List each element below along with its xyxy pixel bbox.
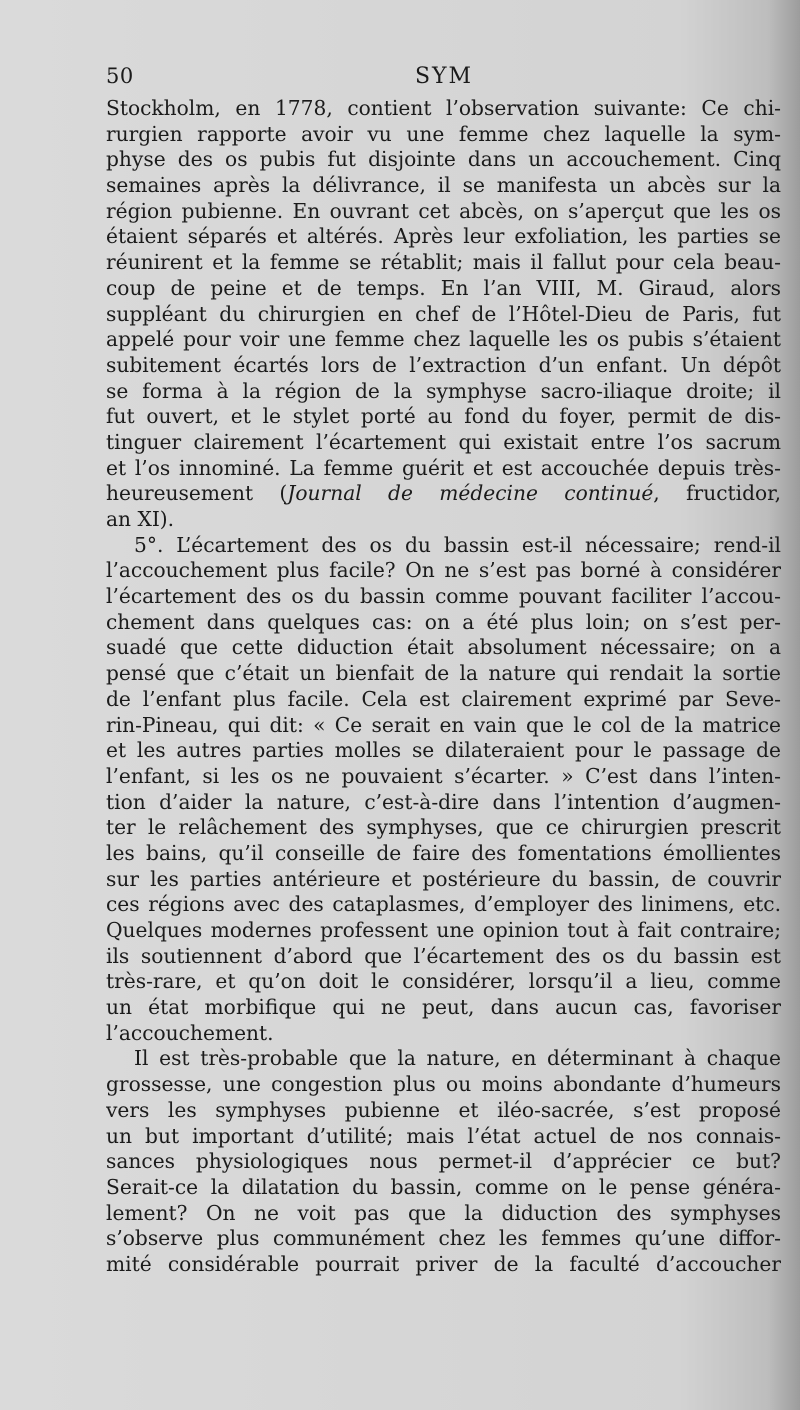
text-line: grossesse, une congestion plus ou moins abondante d’humeurs xyxy=(106,1072,781,1097)
text-line: l’écartement des os du bassin comme pouvant faciliter l’accou- xyxy=(106,584,781,609)
text-line: l’accouchement. xyxy=(106,1020,274,1045)
text-line: lement? On ne voit pas que la diduction des symphyses xyxy=(106,1200,781,1225)
text-line: fut ouvert, et le stylet porté au fond du foyer, permit de dis- xyxy=(106,404,781,429)
text-line: s’observe plus communément chez les femmes qu’une diffor- xyxy=(106,1226,781,1251)
citation-prefix: heureusement ( xyxy=(106,481,288,506)
text-line: et les autres parties molles se dilateraient pour le passage de xyxy=(106,738,781,763)
text-line: Il est très-probable que la nature, en déterminant à chaque xyxy=(134,1046,781,1071)
text-line: tion d’aider la nature, c’est-à-dire dans l’intention d’augmen- xyxy=(106,789,781,814)
text-line: subitement écartés lors de l’extraction d’un enfant. Un dépôt xyxy=(106,352,781,377)
text-line: réunirent et la femme se rétablit; mais il fallut pour cela beau- xyxy=(106,250,781,275)
text-line: l’accouchement plus facile? On ne s’est pas borné à considérer xyxy=(106,558,781,583)
text-line: Serait-ce la dilatation du bassin, comme on le pense généra- xyxy=(106,1174,781,1199)
text-line: appelé pour voir une femme chez laquelle les os pubis s’étaient xyxy=(106,327,781,352)
body-text xyxy=(106,96,781,1278)
text-line: mité considérable pourrait priver de la faculté d’accoucher xyxy=(106,1251,781,1276)
journal-title: Journal de médecine continué xyxy=(287,481,654,506)
text-line: les bains, qu’il conseille de faire des fomentations émollientes xyxy=(106,840,781,865)
text-line: de l’enfant plus facile. Cela est clairement exprimé par Seve- xyxy=(106,686,781,711)
text-line: rin-Pineau, qui dit: « Ce serait en vain que le col de la matrice xyxy=(106,712,781,737)
text-line: physe des os pubis fut disjointe dans un accouchement. Cinq xyxy=(106,147,781,172)
text-line: région pubienne. En ouvrant cet abcès, on s’aperçut que les os xyxy=(106,198,781,223)
text-line: très-rare, et qu’on doit le considérer, lorsqu’il a lieu, comme xyxy=(106,969,781,994)
section-heading-line: 5°. L’écartement des os du bassin est-il nécessaire; rend-il xyxy=(134,532,781,557)
text-line: un but important d’utilité; mais l’état actuel de nos connais- xyxy=(106,1123,781,1148)
text-line: coup de peine et de temps. En l’an VIII, M. Giraud, alors xyxy=(106,275,781,300)
text-line: rurgien rapporte avoir vu une femme chez laquelle la sym- xyxy=(106,121,781,146)
text-line: suadé que cette diduction était absolument nécessaire; on a xyxy=(106,635,781,660)
text-line: un état morbifique qui ne peut, dans aucun cas, favoriser xyxy=(106,995,781,1020)
page-header xyxy=(106,64,781,94)
text-line: se forma à la région de la symphyse sacro-iliaque droite; il xyxy=(106,378,781,403)
text-line: suppléant du chirurgien en chef de l’Hôtel-Dieu de Paris, fut xyxy=(106,301,781,326)
citation-line xyxy=(106,481,781,507)
text-line: Quelques modernes professent une opinion tout à fait contraire; xyxy=(106,918,781,942)
text-line: ces régions avec des cataplasmes, d’employer des linimens, etc. xyxy=(106,892,781,917)
running-head: SYM xyxy=(414,64,474,89)
page-number: 50 xyxy=(106,64,134,88)
text-line: ter le relâchement des symphyses, que ce chirurgien prescrit xyxy=(106,815,781,840)
text-line: et l’os innominé. La femme guérit et est accouchée depuis très- xyxy=(106,455,781,480)
text-line: Stockholm, en 1778, contient l’observation suivante: Ce chi- xyxy=(106,96,781,120)
text-line: semaines après la délivrance, il se manifesta un abcès sur la xyxy=(106,173,781,198)
text-line: ils soutiennent d’abord que l’écartement des os du bassin est xyxy=(106,943,781,968)
citation-suffix: , fructidor, xyxy=(653,481,781,506)
text-line: étaient séparés et altérés. Après leur exfoliation, les parties se xyxy=(106,224,781,249)
text-line: sances physiologiques nous permet-il d’apprécier ce but? xyxy=(106,1149,781,1174)
text-line: l’enfant, si les os ne pouvaient s’écarter. » C’est dans l’inten- xyxy=(106,763,781,788)
text-line: pensé que c’était un bienfait de la nature qui rendait la sortie xyxy=(106,661,781,686)
text-line: chement dans quelques cas: on a été plus loin; on s’est per- xyxy=(106,609,781,634)
text-line: sur les parties antérieure et postérieure du bassin, de couvrir xyxy=(106,866,781,891)
text-line: vers les symphyses pubienne et iléo-sacrée, s’est proposé xyxy=(106,1097,781,1122)
text-line: tinguer clairement l’écartement qui existait entre l’os sacrum xyxy=(106,429,781,454)
text-line: an XI). xyxy=(106,507,175,531)
